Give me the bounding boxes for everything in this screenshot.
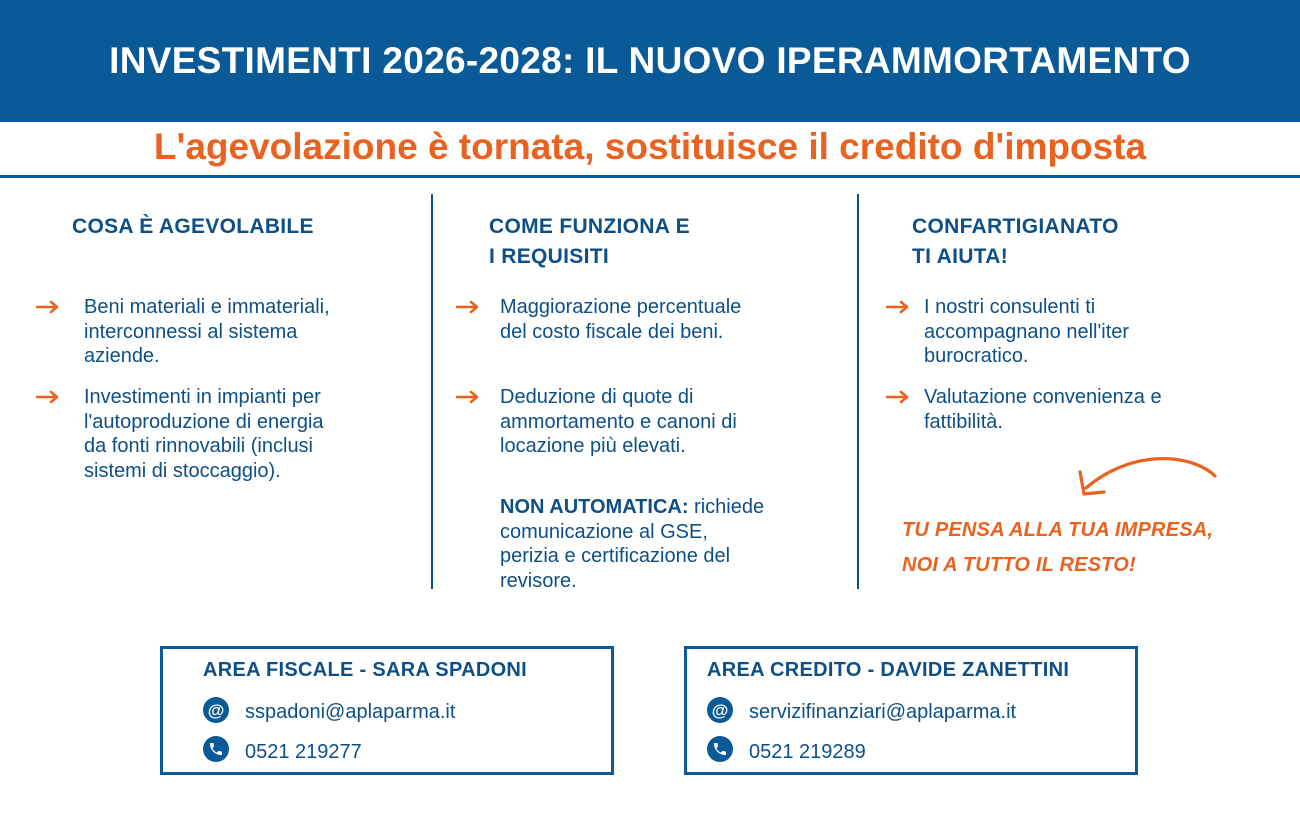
item-line: revisore. bbox=[500, 569, 577, 592]
item-line: burocratico. bbox=[924, 345, 1029, 367]
column-divider bbox=[431, 194, 433, 589]
contact-box bbox=[160, 646, 614, 775]
item-line: Maggiorazione percentuale bbox=[500, 296, 742, 318]
header-banner bbox=[0, 0, 1300, 122]
page-title: INVESTIMENTI 2026-2028: IL NUOVO IPERAMMORTAMENTO bbox=[109, 40, 1191, 81]
item-line: perizia e certificazione del bbox=[500, 545, 731, 567]
item-line: sistemi di stoccaggio). bbox=[84, 459, 281, 482]
item-line: ammortamento e canoni di bbox=[500, 410, 737, 433]
contact-title: AREA CREDITO - DAVIDE ZANETTINI bbox=[707, 659, 1070, 681]
contact-title: AREA FISCALE - SARA SPADONI bbox=[203, 659, 528, 681]
item-line: accompagnano nell'iter bbox=[924, 320, 1130, 343]
item-line: interconnessi al sistema bbox=[84, 320, 298, 343]
page-subtitle: L'agevolazione è tornata, sostituisce il credito d'imposta bbox=[153, 126, 1147, 167]
phone-link[interactable]: 0521 219289 bbox=[749, 741, 866, 763]
note-text: richiede bbox=[688, 496, 765, 518]
requirement-note bbox=[500, 495, 764, 593]
column-title bbox=[72, 212, 314, 242]
arrow-right-icon bbox=[36, 300, 62, 314]
item-line: Valutazione convenienza e bbox=[924, 386, 1162, 408]
phone-icon bbox=[707, 736, 733, 762]
item-line: Deduzione di quote di bbox=[500, 386, 694, 408]
list-item bbox=[500, 295, 741, 344]
note-label: NON AUTOMATICA: bbox=[500, 496, 689, 518]
email-link[interactable]: servizifinanziari@aplaparma.it bbox=[749, 701, 1017, 723]
list-item bbox=[500, 385, 737, 459]
contact-box bbox=[684, 646, 1138, 775]
note-first-line bbox=[500, 495, 764, 520]
arrow-right-icon bbox=[886, 390, 912, 404]
list-item bbox=[84, 385, 324, 483]
column-title-line: TI AIUTA! bbox=[912, 245, 1009, 268]
subtitle-divider bbox=[0, 175, 1300, 178]
item-line: Investimenti in impianti per bbox=[84, 386, 321, 408]
item-line: aziende. bbox=[84, 345, 160, 367]
list-item bbox=[924, 385, 1162, 434]
item-line: I nostri consulenti ti bbox=[924, 296, 1096, 318]
phone-link[interactable]: 0521 219277 bbox=[245, 741, 362, 763]
column-title-line: I REQUISITI bbox=[489, 245, 609, 268]
slogan-line: NOI A TUTTO IL RESTO! bbox=[902, 554, 1136, 576]
column-title-line: COME FUNZIONA E bbox=[489, 215, 690, 238]
column-title-line: COSA È AGEVOLABILE bbox=[72, 215, 314, 238]
column-divider bbox=[857, 194, 859, 589]
curved-arrow-icon bbox=[1070, 448, 1222, 504]
item-line: fattibilità. bbox=[924, 410, 1003, 433]
arrow-right-icon bbox=[456, 390, 482, 404]
list-item bbox=[924, 295, 1129, 369]
phone-icon bbox=[203, 736, 229, 762]
item-line: locazione più elevati. bbox=[500, 435, 686, 457]
item-line: da fonti rinnovabili (inclusi bbox=[84, 435, 314, 457]
item-line: comunicazione al GSE, bbox=[500, 520, 708, 543]
item-line: l'autoproduzione di energia bbox=[84, 410, 324, 433]
item-line: del costo fiscale dei beni. bbox=[500, 320, 724, 343]
arrow-right-icon bbox=[36, 390, 62, 404]
arrow-right-icon bbox=[456, 300, 482, 314]
column-title bbox=[912, 212, 1119, 272]
column-title-line: CONFARTIGIANATO bbox=[912, 215, 1119, 238]
list-item bbox=[84, 295, 330, 369]
slogan-line: TU PENSA ALLA TUA IMPRESA, bbox=[902, 519, 1214, 541]
at-icon: @ bbox=[707, 697, 733, 723]
at-icon: @ bbox=[203, 697, 229, 723]
column-title bbox=[489, 212, 690, 272]
item-line: Beni materiali e immateriali, bbox=[84, 296, 330, 318]
email-link[interactable]: sspadoni@aplaparma.it bbox=[245, 701, 456, 723]
arrow-right-icon bbox=[886, 300, 912, 314]
